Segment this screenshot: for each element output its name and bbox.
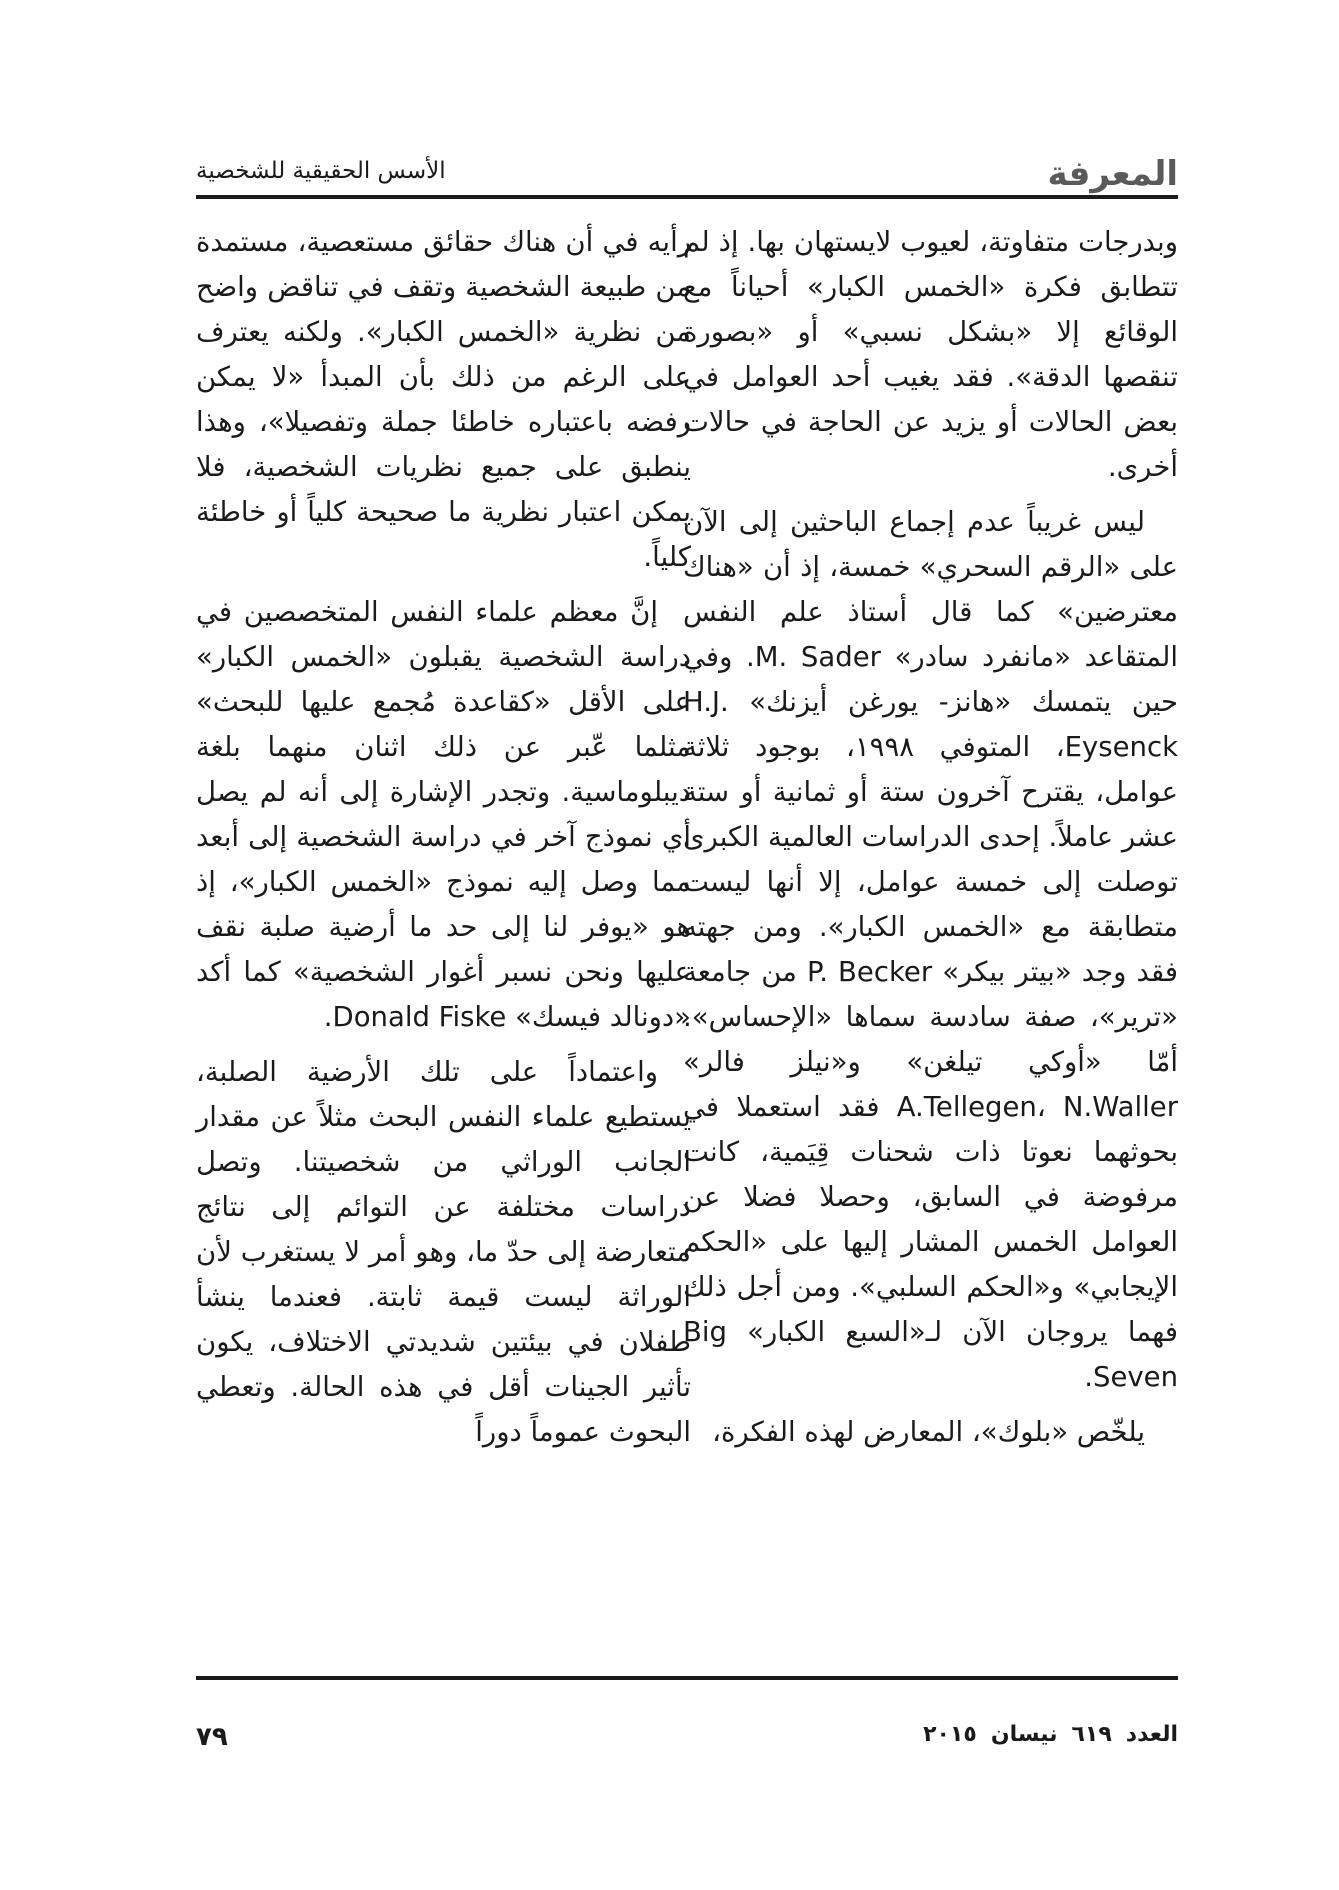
paragraph: يلخّص «بلوك»، المعارض لهذه الفكرة، — [712, 1416, 1145, 1448]
left-column — [196, 220, 691, 1660]
page-footer — [196, 1722, 1178, 1758]
paragraph: واعتماداً على تلك الأرضية الصلبة، يستطيع علماء النفس البحث مثلاً عن مقدار الجانب الوراثي من شخصيتنا. وتصل دراسات مختلفة عن التوائم إلى نتائج متعارضة إلى حدّ ما، وهو أمر لا يستغرب لأن الوراثة ليست قيمة ثابتة. فعندما ينشأ طفلان في بيئتين شديدتي الاختلاف، يكون تأثير الجينات أقل في هذه الحالة. وتعطي البحوث عموماً دوراً — [196, 1056, 691, 1448]
paragraph: رأيه في أن هناك حقائق مستعصية، مستمدة من طبيعة الشخصية وتقف في تناقض واضح من نظرية «الخمس الكبار». ولكنه يعترف على الرغم من ذلك بأن المبدأ «لا يمكن رفضه باعتباره خاطئا جملة وتفصيلا»، وهذا ينطبق على جميع نظريات الشخصية، فلا يمكن اعتبار نظرية ما صحيحة كلياً أو خاطئة كلياً. — [196, 226, 691, 573]
magazine-logo: المعرفة — [1047, 154, 1178, 194]
header-divider — [196, 195, 1178, 199]
issue-year: ٢٠١٥ — [923, 1722, 977, 1747]
page-number: ٧٩ — [196, 1722, 228, 1752]
right-column — [683, 220, 1178, 1660]
paragraph: وبدرجات متفاوتة، لعيوب لايستهان بها. إذ لم تتطابق فكرة «الخمس الكبار» أحياناً مع الوقائع إلا «بشكل نسبي» أو «بصورة تنقصها الدقة». فقد يغيب أحد العوامل في بعض الحالات أو يزيد عن الحاجة في حالات أخرى. — [683, 226, 1178, 483]
issue-number: ٦١٩ — [1071, 1722, 1112, 1747]
issue-label: العدد — [1125, 1722, 1178, 1747]
page-header — [196, 148, 1178, 200]
issue-info — [909, 1722, 1178, 1747]
running-title: الأسس الحقيقية للشخصية — [196, 158, 446, 184]
paragraph: ليس غريباً عدم إجماع الباحثين إلى الآن على «الرقم السحري» خمسة، إذ أن «هناك معترضين» كما قال أستاذ علم النفس المتقاعد «مانفرد سادر» M. Sader. وفي حين يتمسك «هانز- يورغن أيزنك» H.J. Eysenck، المتوفي ١٩٩٨، بوجود ثلاثة عوامل، يقترح آخرون ستة أو ثمانية أو ستة عشر عاملاً. إحدى الدراسات العالمية الكبرى توصلت إلى خمسة عوامل، إلا أنها ليست متطابقة مع «الخمس الكبار». ومن جهته فقد وجد «بيتر بيكر» P. Becker من جامعة «ترير»، صفة سادسة سماها «الإحساس». أمّا «أوكي تيلغن» و«نيلز فالر» A.Tellegen، N.Waller فقد استعملا في بحوثهما نعوتا ذات شحنات قِيَمية، كانت مرفوضة في السابق، وحصلا فضلا عن العوامل الخمس المشار إليها على «الحكم الإيجابي» و«الحكم السلبي». ومن أجل ذلك فهما يروجان الآن لـ«السبع الكبار» Big Seven. — [683, 506, 1178, 1393]
issue-month: نيسان — [990, 1722, 1058, 1747]
footer-divider — [196, 1676, 1178, 1680]
paragraph: إنَّ معظم علماء النفس المتخصصين في دراسة الشخصية يقبلون «الخمس الكبار» على الأقل «كقاعدة مُجمع عليها للبحث» مثلما عّبر عن ذلك اثنان منهما بلغة ديبلوماسية. وتجدر الإشارة إلى أنه لم يصل أي نموذج آخر في دراسة الشخصية إلى أبعد مما وصل إليه نموذج «الخمس الكبار»، إذ هو «يوفر لنا إلى حد ما أرضية صلبة نقف عليها ونحن نسبر أغوار الشخصية» كما أكد «دونالد فيسك» Donald Fiske. — [196, 596, 691, 1033]
